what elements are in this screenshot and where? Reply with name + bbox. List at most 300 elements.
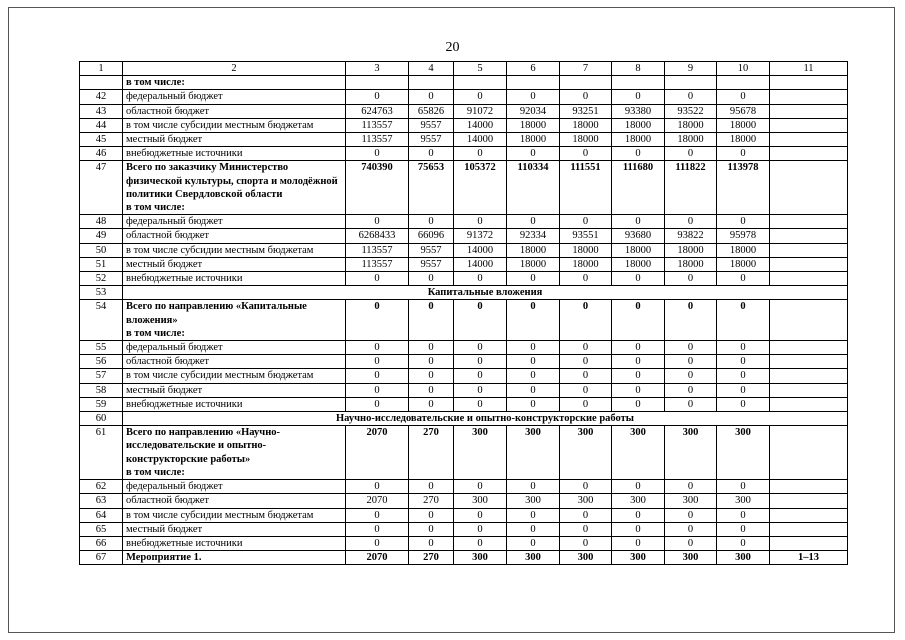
row-description-text: в том числе: bbox=[126, 77, 185, 89]
row-description-text: в том числе субсидии местным бюджетам bbox=[126, 244, 314, 256]
value-cell: 0 bbox=[346, 90, 409, 104]
value-cell: 0 bbox=[409, 147, 454, 161]
value-cell: 14000 bbox=[454, 257, 507, 271]
value-cell: 0 bbox=[717, 522, 770, 536]
value-cell: 0 bbox=[717, 215, 770, 229]
value-cell: 0 bbox=[346, 536, 409, 550]
value-cell: 0 bbox=[454, 355, 507, 369]
value-cell: 0 bbox=[507, 522, 560, 536]
value-cell: 0 bbox=[507, 480, 560, 494]
value-cell: 300 bbox=[665, 551, 717, 565]
value-cell: 300 bbox=[612, 426, 665, 480]
value-cell: 110334 bbox=[507, 161, 560, 215]
row-number: 46 bbox=[80, 147, 123, 161]
row-description bbox=[123, 104, 346, 118]
section-row bbox=[80, 412, 848, 426]
value-cell: 0 bbox=[346, 369, 409, 383]
row-description bbox=[123, 426, 346, 480]
value-cell: 0 bbox=[409, 522, 454, 536]
column-header: 1 bbox=[80, 62, 123, 76]
column-header: 8 bbox=[612, 62, 665, 76]
row-number: 53 bbox=[80, 286, 123, 300]
row-number: 49 bbox=[80, 229, 123, 243]
value-cell: 14000 bbox=[454, 133, 507, 147]
row-number: 44 bbox=[80, 118, 123, 132]
column-header: 2 bbox=[123, 62, 346, 76]
value-cell: 0 bbox=[409, 508, 454, 522]
value-cell: 0 bbox=[717, 272, 770, 286]
value-cell: 111680 bbox=[612, 161, 665, 215]
row-description bbox=[123, 369, 346, 383]
table-row bbox=[80, 104, 848, 118]
row-number: 64 bbox=[80, 508, 123, 522]
row-description bbox=[123, 494, 346, 508]
target-indicators-cell bbox=[770, 369, 848, 383]
table-row bbox=[80, 551, 848, 565]
value-cell: 0 bbox=[507, 341, 560, 355]
value-cell: 0 bbox=[717, 300, 770, 341]
value-cell: 0 bbox=[454, 480, 507, 494]
target-indicators-cell bbox=[770, 104, 848, 118]
value-cell: 300 bbox=[717, 494, 770, 508]
target-indicators-cell bbox=[770, 215, 848, 229]
table-row bbox=[80, 243, 848, 257]
row-number: 67 bbox=[80, 551, 123, 565]
row-description bbox=[123, 341, 346, 355]
value-cell: 624763 bbox=[346, 104, 409, 118]
value-cell: 18000 bbox=[560, 243, 612, 257]
row-description bbox=[123, 229, 346, 243]
value-cell: 0 bbox=[665, 383, 717, 397]
row-description-text: местный бюджет bbox=[126, 134, 203, 146]
value-cell: 0 bbox=[665, 90, 717, 104]
value-cell: 18000 bbox=[717, 118, 770, 132]
table-row bbox=[80, 90, 848, 104]
row-description bbox=[123, 355, 346, 369]
target-indicators-cell bbox=[770, 243, 848, 257]
value-cell: 18000 bbox=[665, 243, 717, 257]
row-description-text: в том числе субсидии местным бюджетам bbox=[126, 119, 314, 131]
row-number bbox=[80, 76, 123, 90]
table-row bbox=[80, 229, 848, 243]
value-cell: 0 bbox=[346, 508, 409, 522]
value-cell: 0 bbox=[560, 522, 612, 536]
value-cell: 0 bbox=[454, 90, 507, 104]
value-cell: 93680 bbox=[612, 229, 665, 243]
target-indicators-cell bbox=[770, 494, 848, 508]
value-cell: 0 bbox=[665, 300, 717, 341]
target-indicators-cell bbox=[770, 76, 848, 90]
value-cell: 93251 bbox=[560, 104, 612, 118]
value-cell: 300 bbox=[665, 426, 717, 480]
row-description bbox=[123, 397, 346, 411]
value-cell: 0 bbox=[454, 369, 507, 383]
value-cell: 0 bbox=[612, 147, 665, 161]
target-indicators-cell bbox=[770, 426, 848, 480]
value-cell: 0 bbox=[560, 508, 612, 522]
budget-table bbox=[79, 61, 848, 565]
value-cell: 0 bbox=[507, 300, 560, 341]
value-cell: 0 bbox=[454, 508, 507, 522]
value-cell: 111551 bbox=[560, 161, 612, 215]
target-indicators-cell bbox=[770, 383, 848, 397]
column-header: 11 bbox=[770, 62, 848, 76]
table-row bbox=[80, 397, 848, 411]
value-cell: 0 bbox=[454, 536, 507, 550]
value-cell: 0 bbox=[346, 522, 409, 536]
target-indicators-cell bbox=[770, 229, 848, 243]
value-cell: 0 bbox=[346, 480, 409, 494]
row-description-text: Всего по направлению «Научно-исследовательские и опытно-конструкторские работы» bbox=[126, 427, 280, 465]
value-cell: 18000 bbox=[507, 133, 560, 147]
value-cell: 0 bbox=[507, 383, 560, 397]
row-subtitle: в том числе: bbox=[126, 202, 185, 214]
row-description bbox=[123, 383, 346, 397]
row-number: 62 bbox=[80, 480, 123, 494]
value-cell: 18000 bbox=[507, 118, 560, 132]
value-cell: 0 bbox=[717, 383, 770, 397]
row-description bbox=[123, 522, 346, 536]
value-cell: 0 bbox=[665, 355, 717, 369]
value-cell: 300 bbox=[454, 494, 507, 508]
row-number: 43 bbox=[80, 104, 123, 118]
value-cell: 300 bbox=[717, 426, 770, 480]
row-number: 56 bbox=[80, 355, 123, 369]
value-cell: 300 bbox=[454, 551, 507, 565]
value-cell: 0 bbox=[717, 536, 770, 550]
value-cell: 113557 bbox=[346, 118, 409, 132]
row-description-text: федеральный бюджет bbox=[126, 216, 223, 228]
row-description bbox=[123, 536, 346, 550]
value-cell: 0 bbox=[346, 341, 409, 355]
value-cell: 0 bbox=[717, 341, 770, 355]
value-cell: 0 bbox=[612, 215, 665, 229]
row-description-text: Всего по направлению «Капитальные вложения» bbox=[126, 301, 307, 326]
value-cell: 0 bbox=[454, 383, 507, 397]
row-description-text: внебюджетные источники bbox=[126, 148, 243, 160]
value-cell: 0 bbox=[665, 522, 717, 536]
value-cell: 0 bbox=[346, 397, 409, 411]
row-description bbox=[123, 147, 346, 161]
value-cell: 93551 bbox=[560, 229, 612, 243]
value-cell: 0 bbox=[560, 397, 612, 411]
value-cell: 0 bbox=[454, 215, 507, 229]
value-cell: 65826 bbox=[409, 104, 454, 118]
target-indicators-cell bbox=[770, 480, 848, 494]
value-cell: 18000 bbox=[665, 133, 717, 147]
value-cell: 0 bbox=[560, 300, 612, 341]
target-indicators-cell bbox=[770, 272, 848, 286]
value-cell: 92034 bbox=[507, 104, 560, 118]
value-cell: 111822 bbox=[665, 161, 717, 215]
target-indicators-cell bbox=[770, 508, 848, 522]
value-cell: 300 bbox=[454, 426, 507, 480]
value-cell: 113557 bbox=[346, 133, 409, 147]
value-cell: 300 bbox=[507, 551, 560, 565]
value-cell: 0 bbox=[560, 480, 612, 494]
value-cell: 0 bbox=[560, 536, 612, 550]
value-cell: 0 bbox=[346, 355, 409, 369]
value-cell: 0 bbox=[409, 300, 454, 341]
value-cell: 18000 bbox=[612, 133, 665, 147]
value-cell bbox=[665, 76, 717, 90]
value-cell: 0 bbox=[409, 90, 454, 104]
table-row bbox=[80, 536, 848, 550]
table-row bbox=[80, 257, 848, 271]
value-cell: 18000 bbox=[507, 243, 560, 257]
value-cell: 0 bbox=[346, 300, 409, 341]
value-cell: 0 bbox=[560, 369, 612, 383]
value-cell: 0 bbox=[507, 536, 560, 550]
row-number: 45 bbox=[80, 133, 123, 147]
value-cell: 0 bbox=[454, 272, 507, 286]
value-cell: 0 bbox=[454, 300, 507, 341]
value-cell: 0 bbox=[409, 215, 454, 229]
value-cell: 18000 bbox=[665, 118, 717, 132]
value-cell: 0 bbox=[507, 272, 560, 286]
value-cell: 0 bbox=[612, 369, 665, 383]
value-cell: 75653 bbox=[409, 161, 454, 215]
value-cell: 0 bbox=[346, 272, 409, 286]
row-number: 65 bbox=[80, 522, 123, 536]
value-cell: 18000 bbox=[560, 118, 612, 132]
value-cell: 0 bbox=[346, 215, 409, 229]
value-cell: 0 bbox=[665, 397, 717, 411]
value-cell bbox=[612, 76, 665, 90]
target-indicators-cell bbox=[770, 257, 848, 271]
target-indicators-cell bbox=[770, 300, 848, 341]
value-cell: 93822 bbox=[665, 229, 717, 243]
value-cell: 0 bbox=[409, 369, 454, 383]
column-header: 3 bbox=[346, 62, 409, 76]
value-cell: 113557 bbox=[346, 243, 409, 257]
row-description bbox=[123, 76, 346, 90]
value-cell: 0 bbox=[717, 508, 770, 522]
value-cell: 0 bbox=[507, 215, 560, 229]
target-indicators-cell bbox=[770, 161, 848, 215]
value-cell: 300 bbox=[612, 494, 665, 508]
table-header-row bbox=[80, 62, 848, 76]
value-cell bbox=[409, 76, 454, 90]
row-number: 55 bbox=[80, 341, 123, 355]
value-cell: 740390 bbox=[346, 161, 409, 215]
value-cell: 0 bbox=[665, 480, 717, 494]
value-cell: 0 bbox=[409, 383, 454, 397]
row-description bbox=[123, 243, 346, 257]
value-cell: 0 bbox=[612, 355, 665, 369]
target-indicators-cell bbox=[770, 397, 848, 411]
target-indicators-cell bbox=[770, 118, 848, 132]
row-description bbox=[123, 118, 346, 132]
value-cell: 0 bbox=[346, 383, 409, 397]
row-number: 58 bbox=[80, 383, 123, 397]
row-number: 48 bbox=[80, 215, 123, 229]
row-number: 60 bbox=[80, 412, 123, 426]
row-description-text: областной бюджет bbox=[126, 356, 209, 368]
column-header: 6 bbox=[507, 62, 560, 76]
column-header: 9 bbox=[665, 62, 717, 76]
value-cell: 18000 bbox=[560, 133, 612, 147]
row-description-text: федеральный бюджет bbox=[126, 342, 223, 354]
row-number: 47 bbox=[80, 161, 123, 215]
column-header: 5 bbox=[454, 62, 507, 76]
value-cell: 113557 bbox=[346, 257, 409, 271]
table-row bbox=[80, 426, 848, 480]
row-description-text: внебюджетные источники bbox=[126, 537, 243, 549]
value-cell: 300 bbox=[717, 551, 770, 565]
row-description bbox=[123, 215, 346, 229]
target-indicators-cell bbox=[770, 90, 848, 104]
value-cell: 0 bbox=[612, 300, 665, 341]
table-row bbox=[80, 161, 848, 215]
value-cell: 0 bbox=[454, 397, 507, 411]
value-cell: 300 bbox=[665, 494, 717, 508]
row-description bbox=[123, 133, 346, 147]
target-indicators-cell bbox=[770, 522, 848, 536]
value-cell: 270 bbox=[409, 494, 454, 508]
value-cell: 0 bbox=[560, 90, 612, 104]
row-description-text: внебюджетные источники bbox=[126, 398, 243, 410]
value-cell: 91072 bbox=[454, 104, 507, 118]
table-row bbox=[80, 522, 848, 536]
target-indicators-cell bbox=[770, 147, 848, 161]
table-row bbox=[80, 76, 848, 90]
value-cell: 0 bbox=[665, 536, 717, 550]
value-cell: 93380 bbox=[612, 104, 665, 118]
value-cell: 0 bbox=[612, 522, 665, 536]
value-cell: 0 bbox=[612, 536, 665, 550]
value-cell: 2070 bbox=[346, 551, 409, 565]
target-indicators-cell bbox=[770, 355, 848, 369]
value-cell: 93522 bbox=[665, 104, 717, 118]
value-cell: 0 bbox=[665, 147, 717, 161]
table-row bbox=[80, 480, 848, 494]
value-cell: 0 bbox=[454, 147, 507, 161]
value-cell bbox=[346, 76, 409, 90]
value-cell: 0 bbox=[454, 341, 507, 355]
value-cell bbox=[717, 76, 770, 90]
value-cell: 270 bbox=[409, 551, 454, 565]
value-cell: 113978 bbox=[717, 161, 770, 215]
value-cell: 0 bbox=[717, 355, 770, 369]
value-cell: 0 bbox=[346, 147, 409, 161]
row-number: 54 bbox=[80, 300, 123, 341]
value-cell: 95678 bbox=[717, 104, 770, 118]
value-cell: 0 bbox=[665, 215, 717, 229]
value-cell: 18000 bbox=[717, 133, 770, 147]
value-cell bbox=[560, 76, 612, 90]
value-cell: 0 bbox=[409, 355, 454, 369]
value-cell: 91372 bbox=[454, 229, 507, 243]
table-row bbox=[80, 133, 848, 147]
value-cell: 0 bbox=[409, 397, 454, 411]
value-cell: 0 bbox=[507, 508, 560, 522]
row-description-text: местный бюджет bbox=[126, 258, 203, 270]
value-cell: 9557 bbox=[409, 133, 454, 147]
row-description bbox=[123, 508, 346, 522]
value-cell: 0 bbox=[612, 480, 665, 494]
value-cell: 0 bbox=[612, 397, 665, 411]
row-subtitle: в том числе: bbox=[126, 327, 185, 339]
table-row bbox=[80, 272, 848, 286]
value-cell: 0 bbox=[560, 355, 612, 369]
value-cell: 6268433 bbox=[346, 229, 409, 243]
row-description-text: федеральный бюджет bbox=[126, 481, 223, 493]
value-cell bbox=[454, 76, 507, 90]
page-number: 20 bbox=[445, 40, 460, 55]
value-cell: 0 bbox=[665, 369, 717, 383]
target-indicators-cell: 1–13 bbox=[770, 551, 848, 565]
value-cell: 0 bbox=[507, 147, 560, 161]
value-cell: 105372 bbox=[454, 161, 507, 215]
value-cell: 66096 bbox=[409, 229, 454, 243]
row-subtitle: в том числе: bbox=[126, 466, 185, 478]
row-description-text: местный бюджет bbox=[126, 384, 203, 396]
value-cell: 0 bbox=[717, 147, 770, 161]
value-cell: 0 bbox=[612, 90, 665, 104]
table-row bbox=[80, 118, 848, 132]
value-cell: 9557 bbox=[409, 118, 454, 132]
value-cell: 0 bbox=[507, 397, 560, 411]
table-row bbox=[80, 369, 848, 383]
value-cell: 0 bbox=[717, 90, 770, 104]
row-description-text: местный бюджет bbox=[126, 523, 203, 535]
row-number: 52 bbox=[80, 272, 123, 286]
value-cell: 9557 bbox=[409, 243, 454, 257]
target-indicators-cell bbox=[770, 341, 848, 355]
value-cell: 18000 bbox=[612, 257, 665, 271]
value-cell: 0 bbox=[560, 272, 612, 286]
row-number: 59 bbox=[80, 397, 123, 411]
value-cell: 0 bbox=[612, 272, 665, 286]
value-cell: 0 bbox=[717, 397, 770, 411]
value-cell: 0 bbox=[507, 369, 560, 383]
target-indicators-cell bbox=[770, 133, 848, 147]
row-description-text: в том числе субсидии местным бюджетам bbox=[126, 509, 314, 521]
value-cell: 0 bbox=[612, 508, 665, 522]
row-number: 57 bbox=[80, 369, 123, 383]
row-description bbox=[123, 257, 346, 271]
value-cell: 0 bbox=[507, 90, 560, 104]
table-row bbox=[80, 508, 848, 522]
table-row bbox=[80, 355, 848, 369]
value-cell: 0 bbox=[560, 341, 612, 355]
value-cell: 18000 bbox=[560, 257, 612, 271]
value-cell: 95978 bbox=[717, 229, 770, 243]
value-cell: 0 bbox=[409, 341, 454, 355]
value-cell: 0 bbox=[560, 383, 612, 397]
row-description-text: в том числе субсидии местным бюджетам bbox=[126, 370, 314, 382]
row-description-text: Всего по заказчику Министерство физической культуры, спорта и молодёжной политики Свердловской области bbox=[126, 162, 338, 200]
value-cell: 300 bbox=[612, 551, 665, 565]
value-cell: 0 bbox=[454, 522, 507, 536]
value-cell: 300 bbox=[507, 494, 560, 508]
row-number: 42 bbox=[80, 90, 123, 104]
value-cell: 0 bbox=[507, 355, 560, 369]
row-number: 66 bbox=[80, 536, 123, 550]
row-description-text: Мероприятие 1. bbox=[126, 552, 202, 564]
value-cell: 0 bbox=[717, 369, 770, 383]
value-cell: 300 bbox=[507, 426, 560, 480]
row-number: 63 bbox=[80, 494, 123, 508]
value-cell: 18000 bbox=[612, 118, 665, 132]
value-cell: 0 bbox=[612, 383, 665, 397]
table-row bbox=[80, 494, 848, 508]
value-cell: 14000 bbox=[454, 118, 507, 132]
row-number: 50 bbox=[80, 243, 123, 257]
value-cell: 300 bbox=[560, 426, 612, 480]
row-description-text: федеральный бюджет bbox=[126, 91, 223, 103]
